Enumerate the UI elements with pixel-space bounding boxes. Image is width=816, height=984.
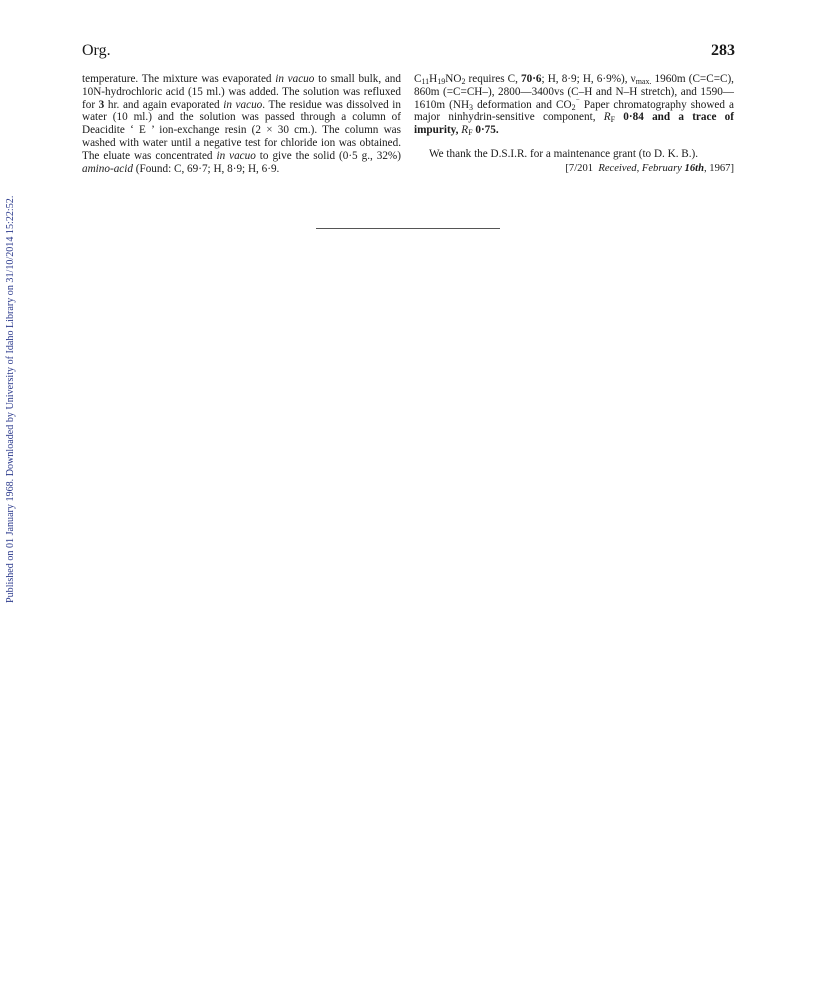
end-of-article-rule <box>316 228 500 229</box>
received-line: [7/201 Received, February 16th, 1967] <box>565 162 734 174</box>
journal-section-header: Org. <box>82 42 111 59</box>
right-column <box>414 73 734 176</box>
download-watermark-text: Published on 01 January 1968. Downloaded by University of Idaho Library on 31/10/2014 15:22:52. <box>5 195 16 603</box>
molecular-formula: $C_{11}H_{19}NO_2$ <box>414 73 466 86</box>
experimental-paragraph: temperature. The mixture was evaporated in vacuo to small bulk, and 10N-hydrochloric acid (15 ml.) was added. The solution was refluxed for 3 hr. and again evaporated in vacuo. The residue was dissolved in water (10 ml.) and the solution was passed through a column of Deacidite ‘ E ’ ion-exchange resin (2 × 30 cm.). The column was washed with water until a negative test for chloride ion was obtained. The eluate was concentrated in vacuo to give the solid (0·5 g., 32%) amino-acid (Found: C, 69·7; H, 8·9; H, 6·9. <box>82 73 401 175</box>
page-number: 283 <box>711 42 735 59</box>
acknowledgement: We thank the D.S.I.R. for a maintenance grant (to D. K. B.). <box>429 147 699 160</box>
left-column <box>82 73 401 175</box>
spectral-data-paragraph: $C_{11}H_{19}NO_2$ requires C, 70·6; H, 8·9; H, 6·9%), $\nu_{max.}$ 1960m (C=C=C), 860m (=C=CH–), 2800—3400vs (C–H and N–H stretch), and 1590—1610m ($NH_3$ deformation and $CO_2^{^-}$ Paper chromatography showed a major ninhydrin-sensitive component, $R_F$ 0·84 and a trace of impurity, $R_F$ 0·75. <box>414 73 735 138</box>
download-watermark <box>3 158 19 603</box>
